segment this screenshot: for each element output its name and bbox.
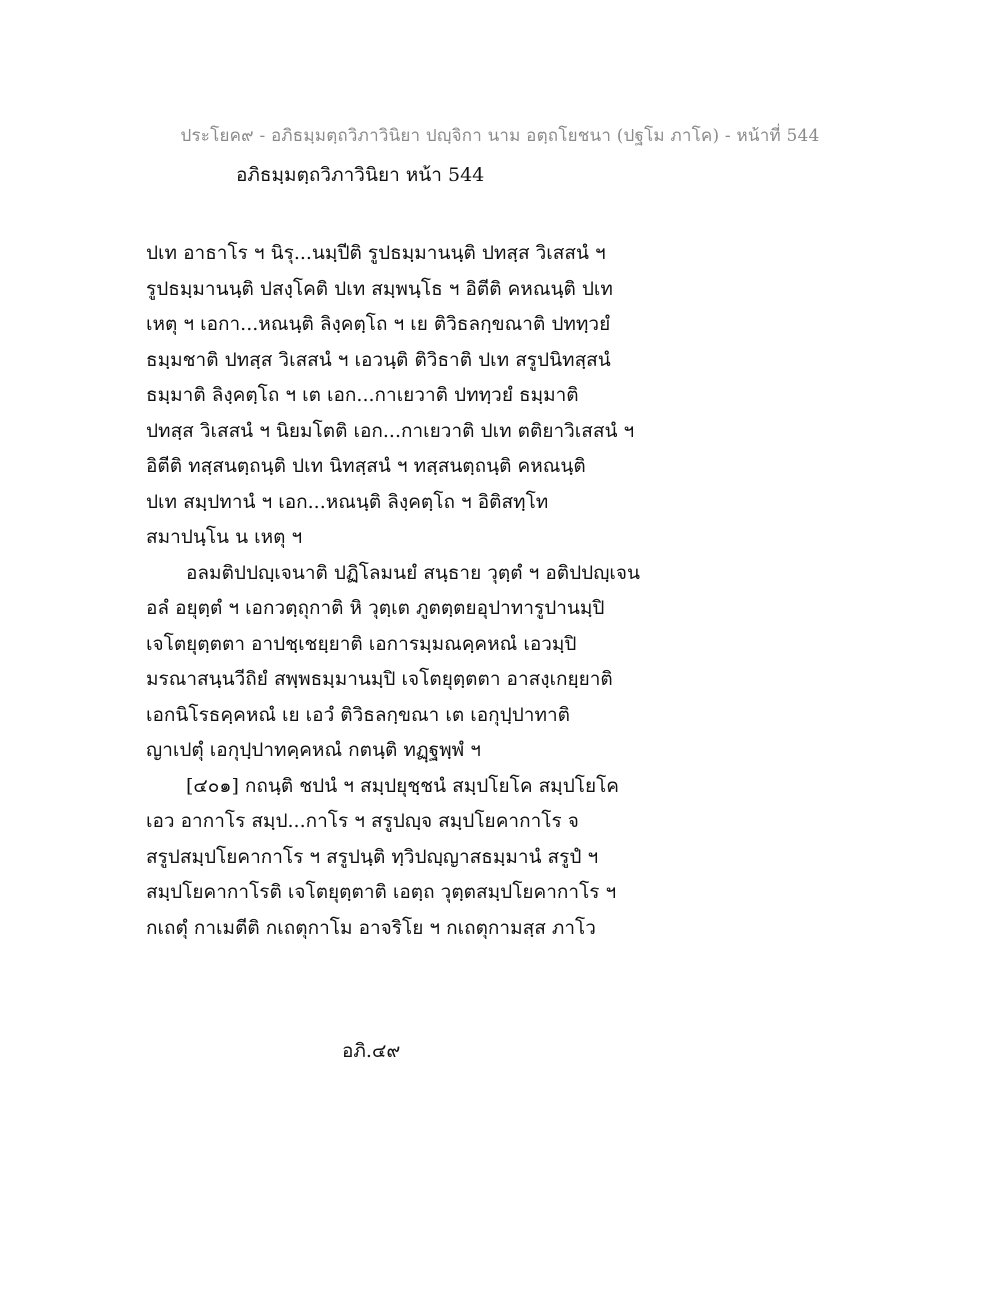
text-line: อลํ อยุตฺตํ ฯ เอกวตฺถุกาติ หิ วุตฺเต ภูตตฺตยอุปาทารูปานมฺปิ xyxy=(146,597,605,619)
body-text xyxy=(146,236,706,946)
page-heading: อภิธมฺมตฺถวิภาวินิยา หน้า 544 xyxy=(236,164,485,186)
text-line: รูปธมฺมานนฺติ ปสงฺโคติ ปเท สมฺพนฺโธ ฯ อิตีติ คหณนฺติ ปเท xyxy=(146,277,613,300)
text-line: เจโตยุตฺตตา อาปชฺเชยฺยาติ เอการมฺมณคฺคหณํ เอวมฺปิ xyxy=(146,632,577,655)
running-title: ประโยค๙ - อภิธมฺมตฺถวิภาวินิยา ปญฺจิกา นาม อตฺถโยชนา (ปฐโม ภาโค) - หน้าที่ 544 xyxy=(180,126,820,146)
paragraph-start-line: อลมติปปญฺเจนาติ ปฏิโลมนยํ สนฺธาย วุตฺตํ ฯ อติปปญฺเจน xyxy=(186,561,641,584)
text-line: สรูปสมฺปโยคากาโร ฯ สรูปนฺติ ทฺวิปญฺญาสธมฺมานํ สรูปํ ฯ xyxy=(146,845,599,868)
text-line: สมาปนฺโน น เหตุ ฯ xyxy=(146,526,303,548)
text-line: สมฺปโยคากาโรติ เจโตยุตฺตาติ เอตฺถ วุตฺตสมฺปโยคากาโร ฯ xyxy=(146,881,617,903)
text-line: เอกนิโรธคฺคหณํ เย เอวํ ติวิธลกฺขณา เต เอกุปฺปาทาติ xyxy=(146,703,570,726)
text-line: ปทสฺส วิเสสนํ ฯ นิยมโตติ เอก...กาเยวาติ ปเท ตติยาวิเสสนํ ฯ xyxy=(146,419,635,442)
text-line: ธมฺมชาติ ปทสฺส วิเสสนํ ฯ เอวนฺติ ติวิธาติ ปเท สรูปนิทสฺสนํ xyxy=(146,348,611,371)
text-line: ปเท สมฺปทานํ ฯ เอก...หณนฺติ ลิงฺคตฺโถ ฯ อิติสทฺโท xyxy=(146,490,549,513)
page-marker: อภิ.๔๙ xyxy=(342,1040,401,1062)
text-line: ปเท อาธาโร ฯ นิรุ...นมฺปีติ รูปธมฺมานนฺติ ปทสฺส วิเสสนํ ฯ xyxy=(146,242,606,264)
text-line: มรณาสนฺนวีถิยํ สพฺพธมฺมานมฺปิ เจโตยุตฺตตา อาสงฺเกยฺยาติ xyxy=(146,668,613,690)
paragraph-start-line: [๔๐๑] กถนฺติ ชปนํ ฯ สมฺปยุชฺชนํ สมฺปโยโค สมฺปโยโค xyxy=(186,774,620,797)
text-line: ญาเปตุํ เอกุปฺปาทคฺคหณํ กตนฺติ ทฏฺฐพฺพํ ฯ xyxy=(146,739,481,761)
text-line: ธมฺมาติ ลิงฺคตฺโถ ฯ เต เอก...กาเยวาติ ปททฺวยํ ธมฺมาติ xyxy=(146,384,579,406)
text-line: เอว อากาโร สมฺป...กาโร ฯ สรูปญฺจ สมฺปโยคากาโร จ xyxy=(146,810,579,832)
text-line: อิตีติ ทสฺสนตฺถนฺติ ปเท นิทสฺสนํ ฯ ทสฺสนตฺถนฺติ คหณนฺติ xyxy=(146,455,586,477)
text-line: กเถตุํ กาเมตีติ กเถตุกาโม อาจริโย ฯ กเถตุกามสฺส ภาโว xyxy=(146,916,596,939)
text-line: เหตุ ฯ เอกา...หณนฺติ ลิงฺคตฺโถ ฯ เย ติวิธลกฺขณาติ ปททฺวยํ xyxy=(146,313,611,335)
